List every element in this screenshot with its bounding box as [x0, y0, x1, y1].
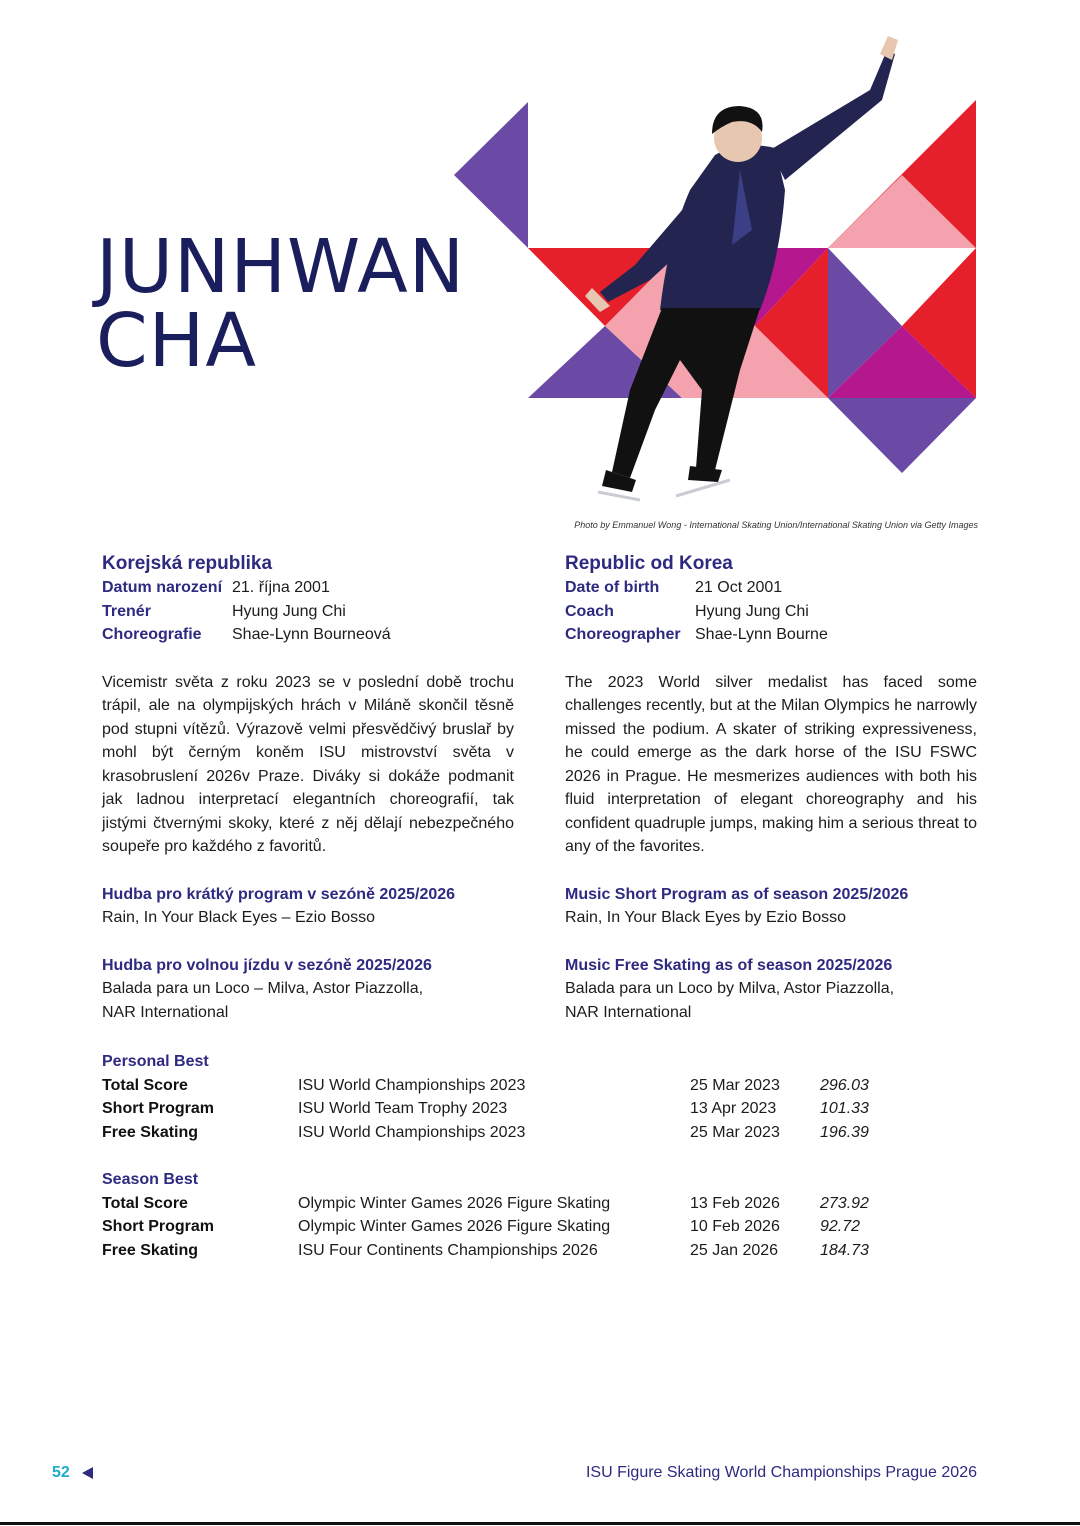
photo-credit: Photo by Emmanuel Wong - International Skating Union/International Skating Union via Getty Images — [574, 520, 978, 530]
row-category: Free Skating — [102, 1123, 199, 1141]
skater-figure — [585, 36, 898, 500]
row-score: 184.73 — [820, 1241, 869, 1259]
row-event: ISU World Championships 2023 — [298, 1123, 526, 1141]
free-music-line2: NAR International — [102, 1003, 229, 1021]
table-row — [102, 1074, 982, 1098]
page-number: 52 — [52, 1464, 70, 1481]
row-date: 13 Feb 2026 — [690, 1194, 780, 1212]
skater-name-line2: CHA — [96, 298, 257, 384]
info-value: Shae-Lynn Bourne — [695, 626, 828, 643]
short-music-title: Music Short Program as of season 2025/2026 — [565, 885, 909, 903]
row-date: 25 Mar 2023 — [690, 1123, 780, 1141]
bio-english: The 2023 World silver medalist has faced some challenges recently, but at the Milan Olympics he narrowly missed the podium. A skater of striking expressiveness, he could emerge as the dark horse of the ISU FSWC 2026 in Prague. He mesmerizes audiences with both his fluid interpretation of elegant choreography and his confident quadruple jumps, making him a serious threat to any of the favorites. — [565, 673, 977, 855]
info-value: Hyung Jung Chi — [695, 602, 809, 620]
skater-name — [96, 224, 466, 384]
short-music: Rain, In Your Black Eyes – Ezio Bosso — [102, 909, 376, 926]
short-music-title: Hudba pro krátký program v sezóně 2025/2026 — [102, 885, 456, 903]
footer-title: ISU Figure Skating World Championships Prague 2026 — [585, 1464, 977, 1481]
row-score: 296.03 — [820, 1076, 869, 1094]
info-label: Coach — [565, 602, 614, 620]
skater-name-line1: JUNHWAN — [96, 224, 466, 310]
free-music-line2: NAR International — [565, 1003, 692, 1021]
row-event: Olympic Winter Games 2026 Figure Skating — [298, 1218, 611, 1235]
info-value: Shae-Lynn Bourneová — [232, 626, 391, 643]
table-row — [102, 1121, 982, 1145]
country-english: Republic od Korea — [565, 553, 733, 574]
free-music-line1: Balada para un Loco by Milva, Astor Piazzolla, — [565, 980, 895, 997]
personal-best-table — [102, 1050, 982, 1144]
info-value: 21 Oct 2001 — [695, 579, 783, 596]
info-label: Choreografie — [102, 626, 202, 643]
free-music-title: Hudba pro volnou jízdu v sezóně 2025/2026 — [102, 956, 432, 974]
row-score: 196.39 — [820, 1123, 869, 1141]
info-row — [102, 576, 514, 600]
row-event: Olympic Winter Games 2026 Figure Skating — [298, 1194, 611, 1212]
free-music-title: Music Free Skating as of season 2025/2026 — [565, 956, 893, 974]
info-row — [565, 623, 977, 647]
czech-column — [102, 552, 514, 1024]
row-date: 25 Mar 2023 — [690, 1076, 780, 1094]
info-label: Date of birth — [565, 579, 660, 596]
row-score: 92.72 — [820, 1218, 861, 1235]
country-czech: Korejská republika — [102, 553, 273, 574]
row-category: Short Program — [102, 1100, 215, 1117]
bio-czech: Vicemistr světa z roku 2023 se v poslední době trochu trápil, ale na olympijských hrách v Miláně skončil těsně pod stupni vítězů. Výrazově velmi přesvědčivý bruslař by mohl být černým koněm ISU mistrovství světa v krasobruslení 2026v Praze. Diváky si dokáže podmanit jak ladnou interpretací elegantních choreografií, tak jistými čtvernými skoky, které z něj dělají nebezpečného soupeře pro každého z favoritů. — [102, 673, 514, 855]
skater-photo — [440, 30, 1000, 510]
row-category: Free Skating — [102, 1241, 199, 1259]
row-score: 101.33 — [820, 1100, 869, 1117]
row-event: ISU Four Continents Championships 2026 — [298, 1241, 598, 1259]
page-bottom-divider — [0, 1522, 1080, 1525]
short-music: Rain, In Your Black Eyes by Ezio Bosso — [565, 909, 847, 926]
table-row — [102, 1192, 982, 1216]
row-score: 273.92 — [820, 1194, 869, 1212]
info-row — [102, 623, 514, 647]
personal-best-title: Personal Best — [102, 1053, 209, 1070]
season-best-table — [102, 1168, 982, 1262]
info-value: 21. října 2001 — [232, 579, 330, 596]
row-date: 10 Feb 2026 — [690, 1218, 780, 1235]
english-column — [565, 552, 977, 1024]
row-category: Total Score — [102, 1194, 188, 1212]
info-label: Datum narození — [102, 579, 223, 596]
info-label: Choreographer — [565, 626, 681, 643]
info-label: Trenér — [102, 602, 151, 620]
table-row — [102, 1239, 982, 1263]
info-row — [102, 600, 514, 624]
row-event: ISU World Team Trophy 2023 — [298, 1100, 508, 1117]
table-row — [102, 1215, 982, 1239]
row-date: 13 Apr 2023 — [690, 1100, 777, 1117]
season-best-title: Season Best — [102, 1171, 199, 1188]
row-category: Total Score — [102, 1076, 188, 1094]
arrow-left-icon — [82, 1467, 93, 1479]
info-value: Hyung Jung Chi — [232, 602, 346, 620]
info-row — [565, 600, 977, 624]
info-row — [565, 576, 977, 600]
row-event: ISU World Championships 2023 — [298, 1076, 526, 1094]
free-music-line1: Balada para un Loco – Milva, Astor Piazzolla, — [102, 980, 424, 997]
row-category: Short Program — [102, 1218, 215, 1235]
row-date: 25 Jan 2026 — [690, 1241, 779, 1259]
table-row — [102, 1097, 982, 1121]
